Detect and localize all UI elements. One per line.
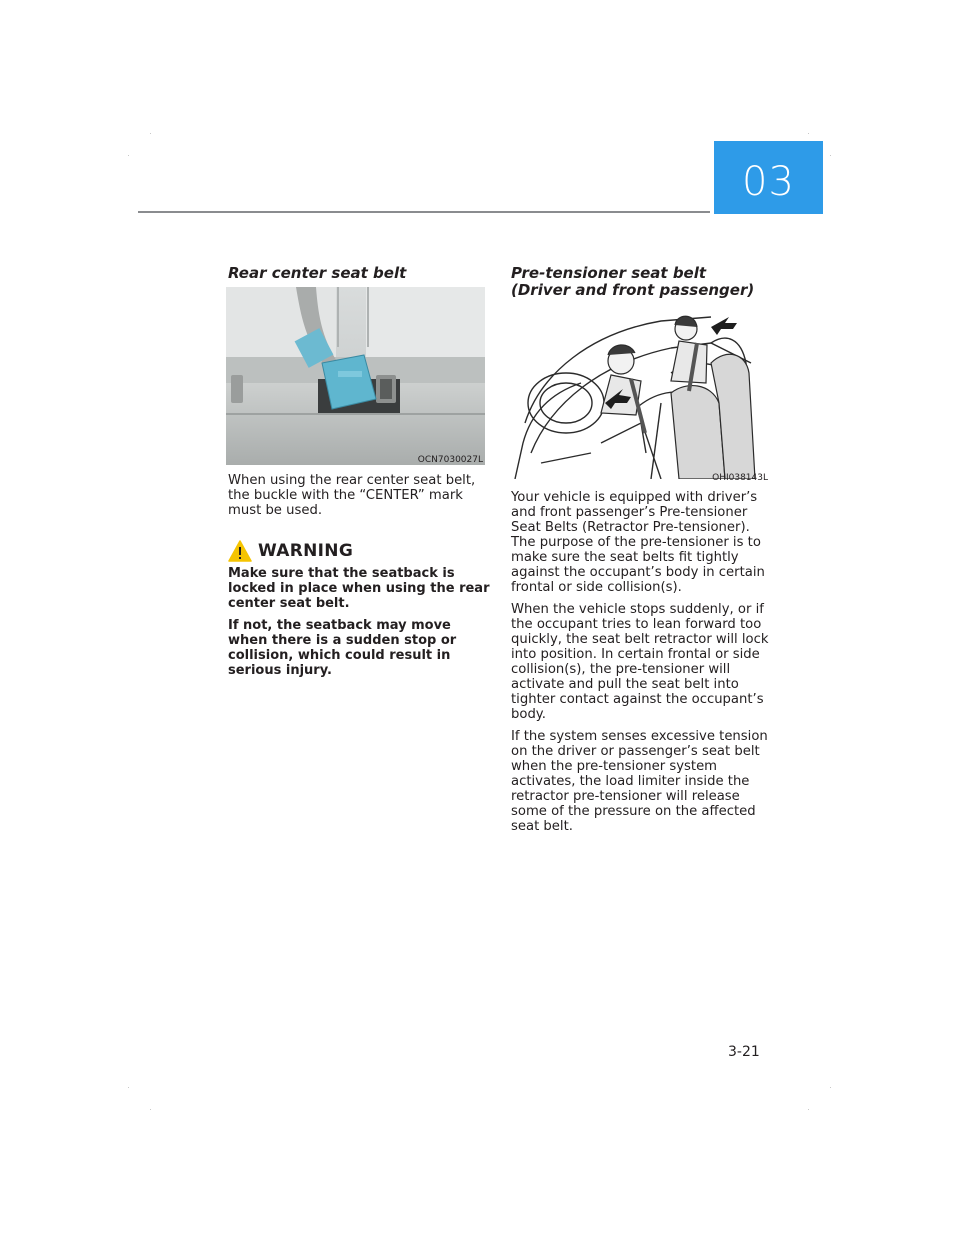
section-heading-rear-center-belt: Rear center seat belt xyxy=(228,264,407,282)
warning-paragraph: If not, the seatback may move when there is a sudden stop or collision, which could result in serious injury. xyxy=(228,618,457,678)
warning-body xyxy=(228,566,490,678)
crop-mark xyxy=(830,155,831,156)
warning-triangle-icon xyxy=(228,540,252,562)
section-heading-pretensioner xyxy=(511,265,773,299)
body-paragraph: Your vehicle is equipped with driver’s and front passenger’s Pre-tensioner Seat Belts (Retractor Pre-tensioner). The purpose of the pre-tensioner is to make sure the seat belts fit tightly against the occupant’s body in certain frontal or side collision(s). xyxy=(511,490,765,595)
pretensioner-illustration xyxy=(511,303,770,479)
crop-mark xyxy=(808,1109,809,1110)
header-rule xyxy=(138,211,710,213)
body-paragraph: When using the rear center seat belt, the buckle with the “CENTER” mark must be used. xyxy=(228,473,476,518)
figure-code: OCN7030027L xyxy=(417,455,483,465)
chapter-tab xyxy=(714,141,823,214)
chapter-number: 03 xyxy=(742,159,795,205)
crop-mark xyxy=(150,133,151,134)
figure-rear-center-belt xyxy=(226,287,485,465)
crop-mark xyxy=(150,1109,151,1110)
rear-seat-buckle-illustration xyxy=(226,287,485,465)
crop-mark xyxy=(830,1087,831,1088)
warning-label: WARNING xyxy=(258,541,354,561)
crop-mark xyxy=(128,1087,129,1088)
crop-mark xyxy=(808,133,809,134)
heading-line: Pre-tensioner seat belt xyxy=(511,264,707,282)
figure-pretensioner xyxy=(511,303,770,479)
figure-code: OHI038143L xyxy=(712,473,768,483)
heading-line: (Driver and front passenger) xyxy=(511,281,755,299)
crop-mark xyxy=(128,155,129,156)
body-paragraph: If the system senses excessive tension on the driver or passenger’s seat belt when the pre-tensioner system activates, the load limiter inside the retractor pre-tensioner will release some of the pressure on the affected seat belt. xyxy=(511,729,768,834)
body-paragraph: When the vehicle stops suddenly, or if the occupant tries to lean forward too quickly, the seat belt retractor will lock into position. In certain frontal or side collision(s), the pre-tensioner will activate and pull the seat belt into tighter contact against the occupant’s body. xyxy=(511,602,769,722)
warning-header xyxy=(228,540,353,562)
page-number: 3-21 xyxy=(728,1044,760,1060)
pretensioner-body xyxy=(511,490,773,834)
warning-paragraph: Make sure that the seatback is locked in place when using the rear center seat belt. xyxy=(228,566,490,611)
